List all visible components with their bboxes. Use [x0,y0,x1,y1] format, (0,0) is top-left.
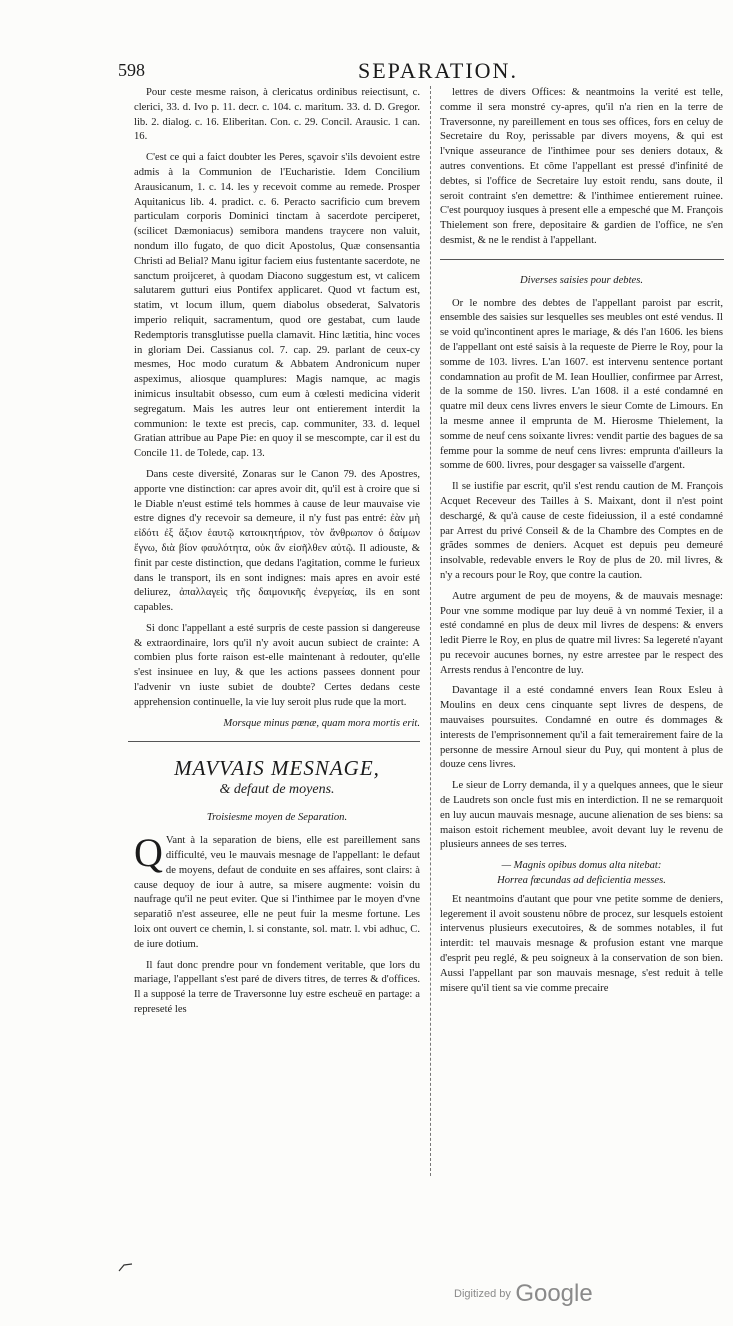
paragraph: Pour ceste mesme raison, à clericatus ordinibus reiectisunt, c. clerici, 33. d. Ivo p. 11. decr. c. 104. c. maritum. 33. d. D. Gregor. lib. 2. dialog. c. 16. Eliberitan. Con. c. 29. Concil. Arausic. 1 can. 16. [134,87,420,143]
paragraph: Il faut donc prendre pour vn fondement veritable, que lors du mariage, l'appellant s'est paré de divers titres, de terres & d'offices. Il a supposé la terre de Traversonne luy estre escheuë en partage: a represeté les [134,959,420,1016]
latin-quote: Horrea fœcundas ad deficientia messes. [497,875,666,887]
running-title: SEPARATION. [358,58,518,83]
section-subtitle: & defaut de moyens. [219,782,335,798]
page-number: 598 [118,60,145,80]
dropcap-letter: Q [134,830,163,876]
paragraph: Il se iustifie par escrit, qu'il s'est rendu caution de M. François Acquet Receveur des Tailles à S. Maixant, dont il n'est point deschargé, & qu'à cause de ceste fideiussion, il a esté condamné par Arrest du privé Conseil & de la Chambre des Comptes en de grãdes sommes de deniers. Acquet est depuis peu demeuré insolvable, redevable envers le Roy de plus de 20. mil livres, & n'y a recours pour le Roy, que contre la caution. [440,481,723,581]
paragraph: Si donc l'appellant a esté surpris de ceste passion si dangereuse & extraordinaire, lors qu'il n'y avoit aucun subiect de crainte: A combien plus forte raison est-elle maintenant à redouter, qu'elle s'est insinuee en luy, & que les actions passees donnent pour l'advenir vn iuste subiet de doubte? Certes dedans ceste apprehension continuelle, la vie luy seroit plus rude que la mort. [134,622,420,708]
right-column [440,86,723,1002]
paragraph: Vant à la separation de biens, elle est pareillement sans difficulté, veu le mauvais mesnage de l'appellant: le defaut de moyens, defaut de conduite en ses affaires, sont clairs: à cause dequoy de iour à autre, sa misere augmente: voisin du naufrage qu'il ne peut eviter. Que si l'inthimee par le moyen d'vne separatiõ n'est asseuree, elle ne peut fuir la mesme fortune. Les loix ont ouvert ce chemin, l. si constante, sol. matr. l. vbi adhuc, C. de iure dotium. [134,835,420,950]
paragraph: lettres de divers Offices: & neantmoins la verité est telle, comme il sera monstré cy-apres, qu'il n'a rien en la terre de Traversonne, ny pareillement en tous ses offices, fors en celuy de Secretaire du Roy, perissable par divers moyens, & qui est l'vnique asseurance de l'inthimee pour ses deniers dotaux, & autres conventions. Et cõme l'appellant est pressé d'infinité de debtes, si l'office de Secretaire luy estoit rendu, sans doute, il seroit contraint s'en demettre: & l'inthimee entierement ruinee. C'est pourquoy iusques à present elle a empesché que M. François Thielement son frere, depositaire & gardien de l'office, ne s'en desmist, & ne le rendist à l'appellant. [440,87,723,246]
latin-quote: — Magnis opibus domus alta nitebat: [501,860,662,872]
paragraph: Le sieur de Lorry demanda, il y a quelques annees, que le sieur de Laudrets son oncle fust mis en interdiction. Il ne se remarquoit en luy aucun mauvais mesnage, aucune alienation de ses biens: sa maison estoit richement meublee, avoit devant luy le revenu de plusieurs annees de ses terres. [440,780,723,851]
paragraph: Davantage il a esté condamné envers Iean Roux Esleu à Moulins en deux cens cinquante sept livres de despens, de mauvaises poursuites. Condamné en outre és dommages & interests de l'emprisonnement qu'il a fait temerairement faire de la personne de messire Arnoul sieur du Puy, qui montent à plus de douze cens livres. [440,685,723,771]
section-divider [128,741,420,742]
column-divider [430,86,431,1176]
latin-quote: Morsque minus pœnæ, quam mora mortis erit. [223,717,420,729]
paragraph: Et neantmoins d'autant que pour vne petite somme de deniers, legerement il avoit soustenu nõbre de procez, sur lesquels estoient intervenus plusieurs executoires, & de sommes notables, il fut interdit: tel mauvais mesnage & profusion estant vne marque d'esprit peu reglé, & peu soigneux à la conservation de son bien. Aussi l'appellant par son mauvais mesnage, s'est reduit à telle misere qu'il tient sa vie comme precaire [440,893,723,994]
pen-mark-icon [118,1262,134,1272]
section-heading: Troisiesme moyen de Separation. [206,812,348,824]
paragraph: Or le nombre des debtes de l'appellant paroist par escrit, ensemble des saisies sur lesquelles ses meubles ont esté vendus. Il se void qu'incontinent apres le mariage, & dés l'an 1606. les biens de l'appellant ont esté saisis à la requeste de Pierre le Roy, pour la somme de 103. livres. L'an 1607. est intervenu sentence portant condamnation au profit de M. Iean Houllier, confirmee par Arrest, de la somme de 150. livres. L'an 1608. il a esté condamné en quatre mil deux cens livres envers le sieur Comte de Limours. En la mesme annee il emprunta de M. Hierosme Thielement, la somme de neuf cens soixante livres: vendit partie des bagues de sa femme pour la somme de neuf cens livres: emprunta d'ailleurs la somme de 600. livres, pour desgager sa vaisselle d'argent. [440,297,723,472]
section-title: MAVVAIS MESNAGE, [174,756,380,781]
paragraph: Dans ceste diversité, Zonaras sur le Canon 79. des Apostres, apporte vne distinction: car apres avoir dit, qu'il est à croire que si le Diable n'eust estimé tels hommes à cause de leur mauvaise vie estre dignes d'y recevoir sa demeure, il n'y fust pas entré: ἐὰν μὴ εἰδότι ἐξ ἄξιον ἑαυτῷ κατοικητήριον, τὸν ἄνθρωπον ὁ δαίμων ἔγνω, διὰ βίον φαυλότητα, οὐκ ἂν εἰσῆλθεν αὐτῷ. Il adiouste, & finit par ceste distinction, que dedans l'agitation, comme le furieux dans le transport, ils en sont indignes: mais apres en avoir esté deliurez, ἀπαλλαγεὶς τῆς δαιμονικῆς ἐνεργείας, ils en sont capables. [134,468,420,614]
left-column [134,86,420,1024]
section-heading: Diverses saisies pour debtes. [520,274,643,286]
running-head [118,58,716,88]
paragraph: C'est ce qui a faict doubter les Peres, sçavoir s'ils devoient estre admis à la Communion de l'Eucharistie. Idem Concilium Arausicanum, 1. c. 14. les y recevoit comme au remede. Prosper Aquitanicus lib. 4. pradict. c. 6. Peracto sacrificio cum brevem particulam corporis Dominici tinctam à sacerdote perciperet, (scilicet Dæmoniacus) semibora mandens traycere non valuit, nondum illo fugato, de quo dicit Apostolus, Quæ consensantia Christi ad Belial? Manu igitur faciem eius fustentante sacerdote, ne sanctum proijceret, à quodam Diacono suggestum est, vt calicem salutarem gutturi eius Pontifex applicaret. Quod vt factum est, statim, vt locum illum, quem diabolus obsederat, Salvatoris imperio reliquit, sacramentum, quod ore gestabat, cum laude Redemptoris transglutisse puella clamavit. Hinc lætitia, hinc voces in gloriam Dei. Cassianus col. 7. cap. 29. parlant de ceux-cy mesmes, Hoc modo curatum & Abbatem Andronicum nuper aspeximus, aliosque quamplures: Magis namque, ac magis inimicus insultabit obsesso, cum eum à cœlesti medicina viderit segregatum. Mais les autres leur ont entierement interdit la communion: le texte est precis, cap. communiter, 33. d. lequel Gratian attribue au Pape Pie: en quoy il se mescompte, car il est du Concile 11. de Tolede, cap. 13. [134,152,420,460]
heading-divider [440,259,724,260]
paragraph: Autre argument de peu de moyens, & de mauvais mesnage: Pour vne somme modique par luy deuë à vn nommé Texier, il a esté condamné en plus de deux mil livres de despens: & envers ledit Pierre le Roy, en plus de quatre mil livres: Sa legereté n'ayant pu recevoir aucunes bornes, ny estre arrestee par le respect des Arrests rendus à l'encontre de luy. [440,590,723,676]
google-logo: Google [515,1280,593,1307]
digitized-by-label: Digitized by [454,1288,511,1300]
digitized-watermark [454,1280,593,1308]
dropcap-paragraph [134,830,420,952]
